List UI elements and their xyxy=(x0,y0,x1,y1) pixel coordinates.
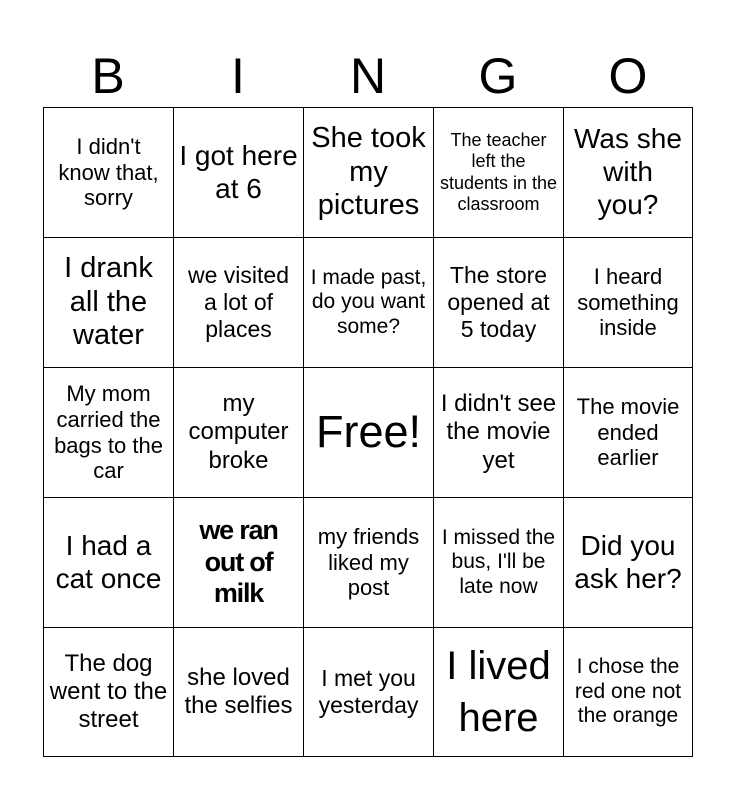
bingo-cell-text: we visited a lot of places xyxy=(188,262,289,342)
free-space-text: Free! xyxy=(315,406,422,458)
bingo-cell-text: I heard something inside xyxy=(577,263,679,341)
bingo-cell-text: The dog went to the street xyxy=(49,649,168,734)
bingo-cell-text: my friends liked my post xyxy=(317,523,420,601)
bingo-cell[interactable] xyxy=(563,627,693,757)
bingo-cell[interactable] xyxy=(433,497,563,627)
bingo-cell[interactable] xyxy=(173,107,303,237)
bingo-cell-text: Did you ask her? xyxy=(574,529,682,594)
bingo-cell[interactable] xyxy=(563,367,693,497)
bingo-cell-text: we ran out of milk xyxy=(199,515,278,609)
bingo-cell-text: I got here at 6 xyxy=(179,139,298,204)
bingo-cell[interactable] xyxy=(433,367,563,497)
bingo-cell[interactable] xyxy=(433,627,563,757)
bingo-cell[interactable] xyxy=(303,497,433,627)
bingo-cell[interactable] xyxy=(173,367,303,497)
bingo-cell-text: I missed the bus, I'll be late now xyxy=(441,525,556,598)
bingo-cell[interactable] xyxy=(433,107,563,237)
header-letter-i: I xyxy=(231,48,245,104)
free-space-cell[interactable] xyxy=(303,367,433,497)
bingo-cell[interactable] xyxy=(563,497,693,627)
header-letter-o: O xyxy=(608,48,648,104)
bingo-cell-text: I chose the red one not the orange xyxy=(574,655,682,728)
bingo-cell-text: Was she with you? xyxy=(574,123,682,220)
bingo-cell-text: I made past, do you want some? xyxy=(310,265,427,338)
bingo-cell[interactable] xyxy=(433,237,563,367)
bingo-cell[interactable] xyxy=(173,627,303,757)
bingo-card xyxy=(43,107,693,757)
bingo-cell[interactable] xyxy=(43,627,173,757)
bingo-cell[interactable] xyxy=(43,237,173,367)
header-letter-n: N xyxy=(349,48,387,104)
bingo-cell-text: The teacher left the students in the classroom xyxy=(439,130,558,214)
bingo-cell[interactable] xyxy=(173,497,303,627)
bingo-cell-text: my computer broke xyxy=(188,390,289,474)
bingo-cell[interactable] xyxy=(43,107,173,237)
bingo-cell[interactable] xyxy=(43,367,173,497)
bingo-cell[interactable] xyxy=(43,497,173,627)
bingo-cell-text: I didn't know that, sorry xyxy=(58,133,159,211)
header-letter-b: B xyxy=(91,48,125,104)
bingo-cell[interactable] xyxy=(173,237,303,367)
bingo-cell-text: I drank all the water xyxy=(64,251,153,352)
bingo-cell-text: I met you yesterday xyxy=(318,665,419,718)
bingo-cell-text: I had a cat once xyxy=(55,529,162,594)
bingo-cell[interactable] xyxy=(303,107,433,237)
bingo-cell-text: My mom carried the bags to the car xyxy=(54,381,163,484)
bingo-cell[interactable] xyxy=(563,107,693,237)
bingo-cell-text: She took my pictures xyxy=(311,121,426,222)
bingo-cell-text: I didn't see the movie yet xyxy=(440,390,557,474)
bingo-cell[interactable] xyxy=(563,237,693,367)
bingo-cell-text: I lived here xyxy=(446,644,551,740)
header-letter-g: G xyxy=(478,48,518,104)
bingo-cell-text: The movie ended earlier xyxy=(576,393,680,471)
bingo-cell-text: The store opened at 5 today xyxy=(447,262,550,342)
bingo-cell-text: she loved the selfies xyxy=(184,663,293,719)
bingo-cell[interactable] xyxy=(303,627,433,757)
bingo-header xyxy=(43,44,693,106)
bingo-cell[interactable] xyxy=(303,237,433,367)
